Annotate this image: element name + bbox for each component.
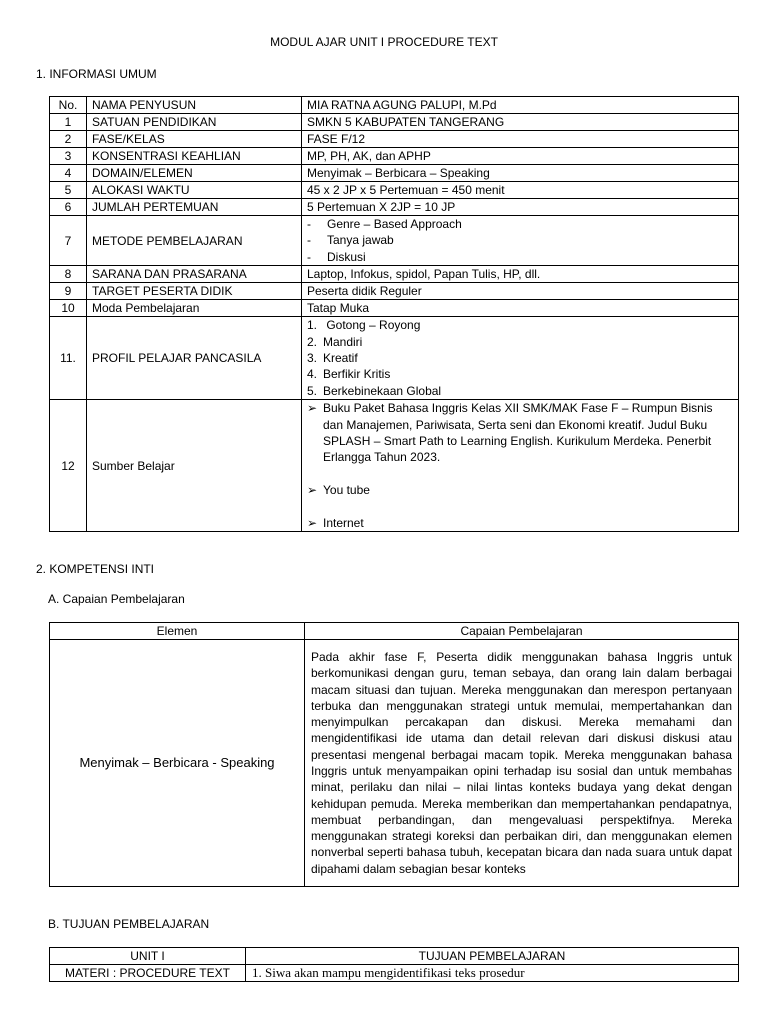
table-header-row <box>50 623 739 640</box>
metode-list <box>307 216 733 265</box>
row-no: 5 <box>50 182 87 199</box>
list-item-text: Gotong – Royong <box>323 318 421 333</box>
dash-bullet: - <box>307 233 311 248</box>
header-no: No. <box>50 97 87 114</box>
list-item-text: Mandiri <box>323 334 363 349</box>
list-item <box>307 317 733 333</box>
row-label: SARANA DAN PRASARANA <box>87 266 302 283</box>
list-number: 5. <box>307 383 318 398</box>
row-no: 8 <box>50 266 87 283</box>
sumber-list-cell <box>302 400 739 532</box>
subsection-heading-capaian: A. Capaian Pembelajaran <box>48 592 185 606</box>
list-item <box>307 383 733 399</box>
table-row <box>50 165 739 182</box>
list-item <box>307 515 733 531</box>
list-item <box>307 350 733 366</box>
row-value: Tatap Muka <box>302 300 739 317</box>
section-heading-kompetensi-inti: 2. KOMPETENSI INTI <box>36 562 155 576</box>
list-number: 2. <box>307 334 318 349</box>
table-row-sumber <box>50 400 739 532</box>
list-item-text: Tanya jawab <box>327 233 394 248</box>
row-label: PROFIL PELAJAR PANCASILA <box>87 317 302 400</box>
table-row <box>50 97 739 114</box>
row-value: Menyimak – Berbicara – Speaking <box>302 165 739 182</box>
dash-bullet: - <box>307 217 311 231</box>
section-heading-informasi-umum: 1. INFORMASI UMUM <box>36 67 157 81</box>
row-no: 12 <box>50 400 87 532</box>
spacer <box>307 466 733 482</box>
list-item-text: Kreatif <box>323 351 358 366</box>
tujuan-pembelajaran-table <box>49 947 739 982</box>
table-row <box>50 283 739 300</box>
table-row <box>50 640 739 887</box>
row-no: 11. <box>50 317 87 400</box>
table-row <box>50 114 739 131</box>
arrow-bullet-icon: ➢ <box>307 483 318 498</box>
list-item <box>307 366 733 382</box>
table-row <box>50 300 739 317</box>
row-label: FASE/KELAS <box>87 131 302 148</box>
row-value: 5 Pertemuan X 2JP = 10 JP <box>302 199 739 216</box>
table-row-profil <box>50 317 739 400</box>
metode-list-cell <box>302 216 739 266</box>
list-item-text: Buku Paket Bahasa Inggris Kelas XII SMK/MAK Fase F – Rumpun Bisnis dan Manajemen, Pariwisata, Serta seni dan Ekonomi kreatif. Judul Buku SPLASH – Smart Path to Learning English. Kurikulum Merdeka. Penerbit Erlangga Tahun 2023. <box>323 401 713 465</box>
document-title: MODUL AJAR UNIT I PROCEDURE TEXT <box>270 35 498 49</box>
list-item-text: Berkebinekaan Global <box>323 383 442 398</box>
informasi-umum-table <box>49 96 739 532</box>
list-item-text: Genre – Based Approach <box>327 217 462 231</box>
list-item <box>307 216 733 232</box>
table-row-metode <box>50 216 739 266</box>
list-item-text: You tube <box>323 483 370 498</box>
table-row <box>50 965 739 982</box>
capaian-pembelajaran-table <box>49 622 739 887</box>
list-item-text: Internet <box>323 516 364 531</box>
dash-bullet: - <box>307 249 311 264</box>
tujuan-cell: 1. Siwa akan mampu mengidentifikasi teks prosedur <box>246 965 739 982</box>
row-value: SMKN 5 KABUPATEN TANGERANG <box>302 114 739 131</box>
list-item-text: Diskusi <box>327 249 366 264</box>
column-header-tujuan: TUJUAN PEMBELAJARAN <box>246 948 739 965</box>
table-row <box>50 266 739 283</box>
column-header-elemen: Elemen <box>50 623 305 640</box>
subsection-heading-tujuan: B. TUJUAN PEMBELAJARAN <box>48 917 210 931</box>
list-item <box>307 249 733 265</box>
column-header-capaian: Capaian Pembelajaran <box>305 623 739 640</box>
row-value: Peserta didik Reguler <box>302 283 739 300</box>
row-no: 2 <box>50 131 87 148</box>
arrow-bullet-icon: ➢ <box>307 401 318 416</box>
row-no: 1 <box>50 114 87 131</box>
row-no: 7 <box>50 216 87 266</box>
row-no: 9 <box>50 283 87 300</box>
row-label: Moda Pembelajaran <box>87 300 302 317</box>
list-number: 4. <box>307 367 318 382</box>
list-number: 1. <box>307 318 318 333</box>
element-cell: Menyimak – Berbicara - Speaking <box>50 640 305 887</box>
table-row <box>50 199 739 216</box>
row-no: 3 <box>50 148 87 165</box>
table-row <box>50 182 739 199</box>
row-label: Sumber Belajar <box>87 400 302 532</box>
table-row <box>50 131 739 148</box>
row-value: 45 x 2 JP x 5 Pertemuan = 450 menit <box>302 182 739 199</box>
description-cell: Pada akhir fase F, Peserta didik menggunakan bahasa Inggris untuk berkomunikasi dengan guru, teman sebaya, dan orang lain dalam berbagai macam situasi dan tujuan. Mereka menggunakan dan merespon pertanyaan terbuka dan menggunakan strategi untuk memulai, mempertahankan dan menyimpulkan percakapan dan diskusi. Mereka memahami dan mengidentifikasi ide utama dan detail relevan dari diskusi diskusi atau presentasi mengenal berbagai macam topik. Mereka menggunakan bahasa Inggris untuk menyampaikan opini terhadap isu sosial dan untuk membahas minat, perilaku dan nilai – nilai lintas konteks budaya yang dekat dengan kehidupan pemuda. Mereka memberikan dan mempertahankan pendapatnya, membuat perbandingan, dan mengevaluasi perspektifnya. Mereka menggunakan strategi koreksi dan perbaikan diri, dan menggunakan elemen nonverbal seperti bahasa tubuh, kecepatan bicara dan nada suara untuk dapat dipahami dalam sebagian besar konteks <box>305 640 739 887</box>
row-no: 4 <box>50 165 87 182</box>
row-label: SATUAN PENDIDIKAN <box>87 114 302 131</box>
list-item <box>307 334 733 350</box>
row-label: DOMAIN/ELEMEN <box>87 165 302 182</box>
value-nama-penyusun: MIA RATNA AGUNG PALUPI, M.Pd <box>302 97 739 114</box>
spacer <box>307 499 733 515</box>
row-label: JUMLAH PERTEMUAN <box>87 199 302 216</box>
list-number: 3. <box>307 351 318 366</box>
header-nama-penyusun: NAMA PENYUSUN <box>87 97 302 114</box>
list-item <box>307 482 733 498</box>
profil-list-cell <box>302 317 739 400</box>
row-value: Laptop, Infokus, spidol, Papan Tulis, HP, dll. <box>302 266 739 283</box>
row-no: 6 <box>50 199 87 216</box>
row-label: METODE PEMBELAJARAN <box>87 216 302 266</box>
list-item-text: Berfikir Kritis <box>323 367 391 382</box>
table-header-row <box>50 948 739 965</box>
row-no: 10 <box>50 300 87 317</box>
arrow-bullet-icon: ➢ <box>307 516 318 531</box>
table-row <box>50 148 739 165</box>
column-header-unit: UNIT I <box>50 948 246 965</box>
row-label: ALOKASI WAKTU <box>87 182 302 199</box>
row-label: KONSENTRASI KEAHLIAN <box>87 148 302 165</box>
row-label: TARGET PESERTA DIDIK <box>87 283 302 300</box>
list-item <box>307 400 733 466</box>
list-item <box>307 232 733 248</box>
materi-cell: MATERI : PROCEDURE TEXT <box>50 965 246 982</box>
row-value: FASE F/12 <box>302 131 739 148</box>
row-value: MP, PH, AK, dan APHP <box>302 148 739 165</box>
profil-list <box>307 317 733 399</box>
